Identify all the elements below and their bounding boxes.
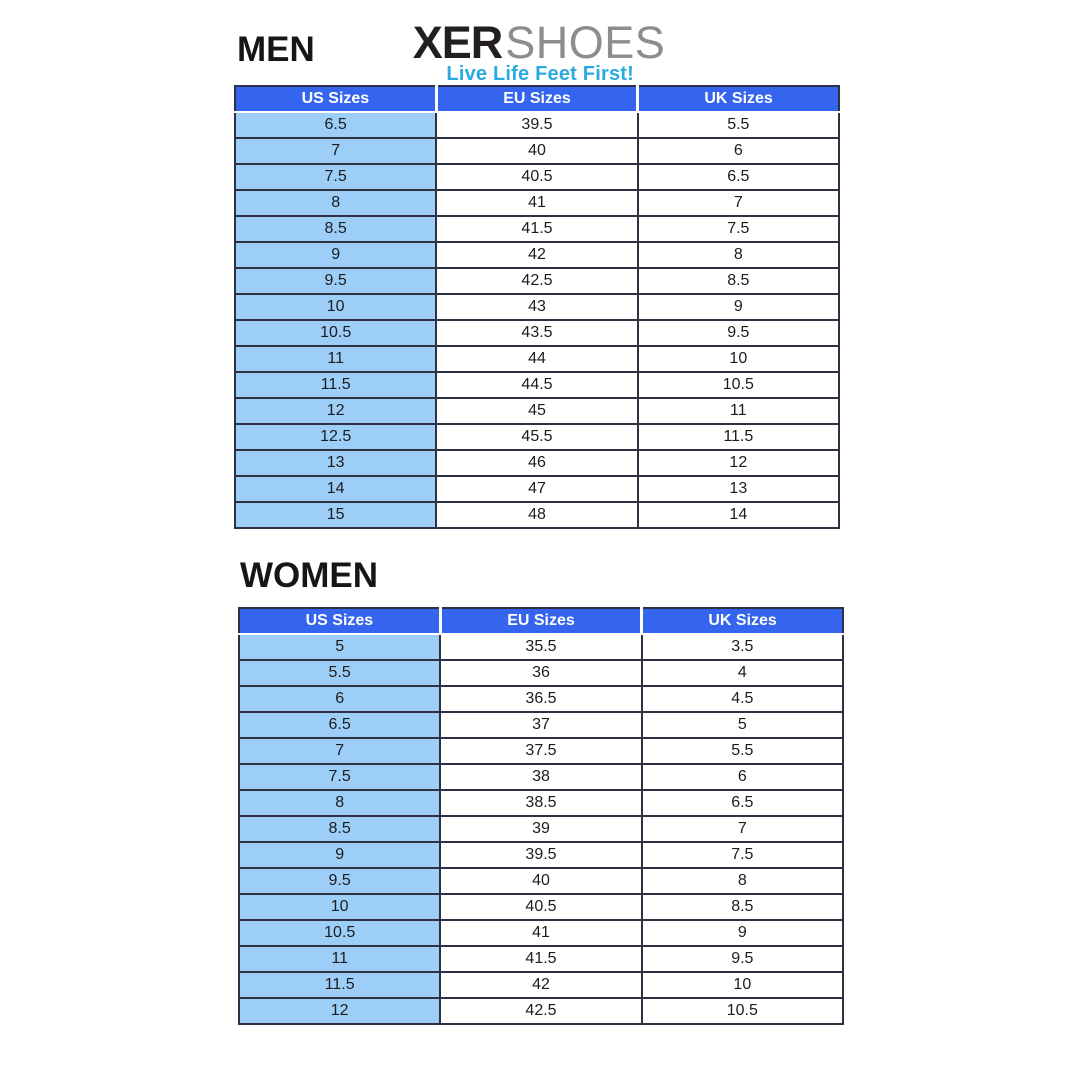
- size-cell: 40.5: [440, 894, 641, 920]
- size-cell: 37: [440, 712, 641, 738]
- size-cell: 14: [638, 502, 839, 528]
- column-header: US Sizes: [239, 608, 440, 634]
- size-row: [235, 450, 839, 476]
- size-cell: 41.5: [436, 216, 637, 242]
- size-row: [239, 712, 843, 738]
- women-size-table: [238, 607, 844, 1025]
- column-header: EU Sizes: [440, 608, 641, 634]
- column-header: UK Sizes: [638, 86, 839, 112]
- size-row: [235, 190, 839, 216]
- size-cell: 10.5: [235, 320, 436, 346]
- size-cell: 6.5: [235, 112, 436, 138]
- size-cell: 11.5: [239, 972, 440, 998]
- size-row: [235, 112, 839, 138]
- brand-tagline: Live Life Feet First!: [446, 63, 634, 85]
- size-cell: 10: [239, 894, 440, 920]
- header-row: [239, 608, 843, 634]
- size-cell: 11: [239, 946, 440, 972]
- size-cell: 5.5: [239, 660, 440, 686]
- size-cell: 38.5: [440, 790, 641, 816]
- size-cell: 12.5: [235, 424, 436, 450]
- size-cell: 3.5: [642, 634, 843, 660]
- size-cell: 6: [239, 686, 440, 712]
- size-cell: 47: [436, 476, 637, 502]
- size-cell: 10.5: [638, 372, 839, 398]
- men-size-table: [234, 85, 840, 529]
- size-row: [235, 476, 839, 502]
- men-section-title: MEN: [237, 30, 315, 69]
- size-cell: 7: [235, 138, 436, 164]
- brand-wordmark: [412, 14, 666, 68]
- size-cell: 8.5: [638, 268, 839, 294]
- size-cell: 44.5: [436, 372, 637, 398]
- size-cell: 39: [440, 816, 641, 842]
- women-section-title: WOMEN: [240, 556, 379, 595]
- size-cell: 8.5: [239, 816, 440, 842]
- size-cell: 48: [436, 502, 637, 528]
- size-cell: 9.5: [235, 268, 436, 294]
- size-cell: 4.5: [642, 686, 843, 712]
- size-cell: 14: [235, 476, 436, 502]
- size-row: [239, 894, 843, 920]
- size-cell: 8.5: [642, 894, 843, 920]
- size-row: [239, 634, 843, 660]
- size-cell: 7: [239, 738, 440, 764]
- size-cell: 8.5: [235, 216, 436, 242]
- size-cell: 7: [642, 816, 843, 842]
- size-cell: 40.5: [436, 164, 637, 190]
- size-cell: 35.5: [440, 634, 641, 660]
- size-row: [235, 502, 839, 528]
- size-row: [235, 242, 839, 268]
- size-cell: 38: [440, 764, 641, 790]
- size-cell: 41: [440, 920, 641, 946]
- size-cell: 40: [436, 138, 637, 164]
- size-cell: 8: [642, 868, 843, 894]
- size-cell: 15: [235, 502, 436, 528]
- size-row: [239, 842, 843, 868]
- size-cell: 12: [235, 398, 436, 424]
- size-cell: 5: [642, 712, 843, 738]
- size-row: [239, 764, 843, 790]
- size-row: [235, 372, 839, 398]
- size-cell: 11.5: [235, 372, 436, 398]
- size-cell: 4: [642, 660, 843, 686]
- size-cell: 9.5: [642, 946, 843, 972]
- size-cell: 7.5: [235, 164, 436, 190]
- size-cell: 41.5: [440, 946, 641, 972]
- size-cell: 11: [638, 398, 839, 424]
- size-cell: 42: [440, 972, 641, 998]
- size-cell: 46: [436, 450, 637, 476]
- size-cell: 9: [235, 242, 436, 268]
- column-header: UK Sizes: [642, 608, 843, 634]
- size-row: [239, 920, 843, 946]
- size-row: [235, 138, 839, 164]
- size-row: [239, 660, 843, 686]
- size-cell: 5.5: [638, 112, 839, 138]
- size-cell: 9: [239, 842, 440, 868]
- size-cell: 13: [235, 450, 436, 476]
- size-cell: 9.5: [239, 868, 440, 894]
- size-cell: 6.5: [239, 712, 440, 738]
- size-cell: 9: [638, 294, 839, 320]
- size-cell: 10: [638, 346, 839, 372]
- size-cell: 40: [440, 868, 641, 894]
- brand-logo: [412, 14, 666, 86]
- size-cell: 10.5: [642, 998, 843, 1024]
- size-cell: 11.5: [638, 424, 839, 450]
- size-cell: 7.5: [239, 764, 440, 790]
- wordmark-shoes: SHOES: [505, 16, 666, 68]
- size-cell: 10: [642, 972, 843, 998]
- size-cell: 45: [436, 398, 637, 424]
- size-cell: 12: [638, 450, 839, 476]
- size-cell: 9.5: [638, 320, 839, 346]
- size-cell: 6.5: [642, 790, 843, 816]
- size-cell: 7.5: [642, 842, 843, 868]
- size-cell: 11: [235, 346, 436, 372]
- size-cell: 43: [436, 294, 637, 320]
- size-cell: 37.5: [440, 738, 641, 764]
- size-cell: 10.5: [239, 920, 440, 946]
- size-cell: 10: [235, 294, 436, 320]
- size-cell: 7: [638, 190, 839, 216]
- size-row: [239, 972, 843, 998]
- column-header: US Sizes: [235, 86, 436, 112]
- size-cell: 12: [239, 998, 440, 1024]
- size-row: [235, 164, 839, 190]
- size-row: [235, 320, 839, 346]
- column-header: EU Sizes: [436, 86, 637, 112]
- size-cell: 8: [239, 790, 440, 816]
- size-cell: 36.5: [440, 686, 641, 712]
- size-cell: 6.5: [638, 164, 839, 190]
- size-row: [235, 216, 839, 242]
- size-cell: 7.5: [638, 216, 839, 242]
- size-row: [239, 790, 843, 816]
- size-row: [235, 294, 839, 320]
- size-cell: 42.5: [436, 268, 637, 294]
- size-row: [239, 998, 843, 1024]
- size-row: [235, 424, 839, 450]
- size-cell: 5.5: [642, 738, 843, 764]
- size-row: [239, 738, 843, 764]
- size-cell: 42.5: [440, 998, 641, 1024]
- size-cell: 44: [436, 346, 637, 372]
- size-cell: 39.5: [436, 112, 637, 138]
- size-cell: 6: [638, 138, 839, 164]
- size-cell: 36: [440, 660, 641, 686]
- size-row: [235, 398, 839, 424]
- size-cell: 43.5: [436, 320, 637, 346]
- size-cell: 42: [436, 242, 637, 268]
- size-row: [235, 268, 839, 294]
- size-row: [235, 346, 839, 372]
- size-cell: 41: [436, 190, 637, 216]
- size-row: [239, 816, 843, 842]
- size-cell: 6: [642, 764, 843, 790]
- size-row: [239, 686, 843, 712]
- size-cell: 8: [638, 242, 839, 268]
- size-cell: 5: [239, 634, 440, 660]
- size-row: [239, 868, 843, 894]
- size-cell: 13: [638, 476, 839, 502]
- size-cell: 39.5: [440, 842, 641, 868]
- size-cell: 45.5: [436, 424, 637, 450]
- size-cell: 8: [235, 190, 436, 216]
- size-cell: 9: [642, 920, 843, 946]
- size-row: [239, 946, 843, 972]
- header-row: [235, 86, 839, 112]
- wordmark-xer: XER: [412, 16, 503, 68]
